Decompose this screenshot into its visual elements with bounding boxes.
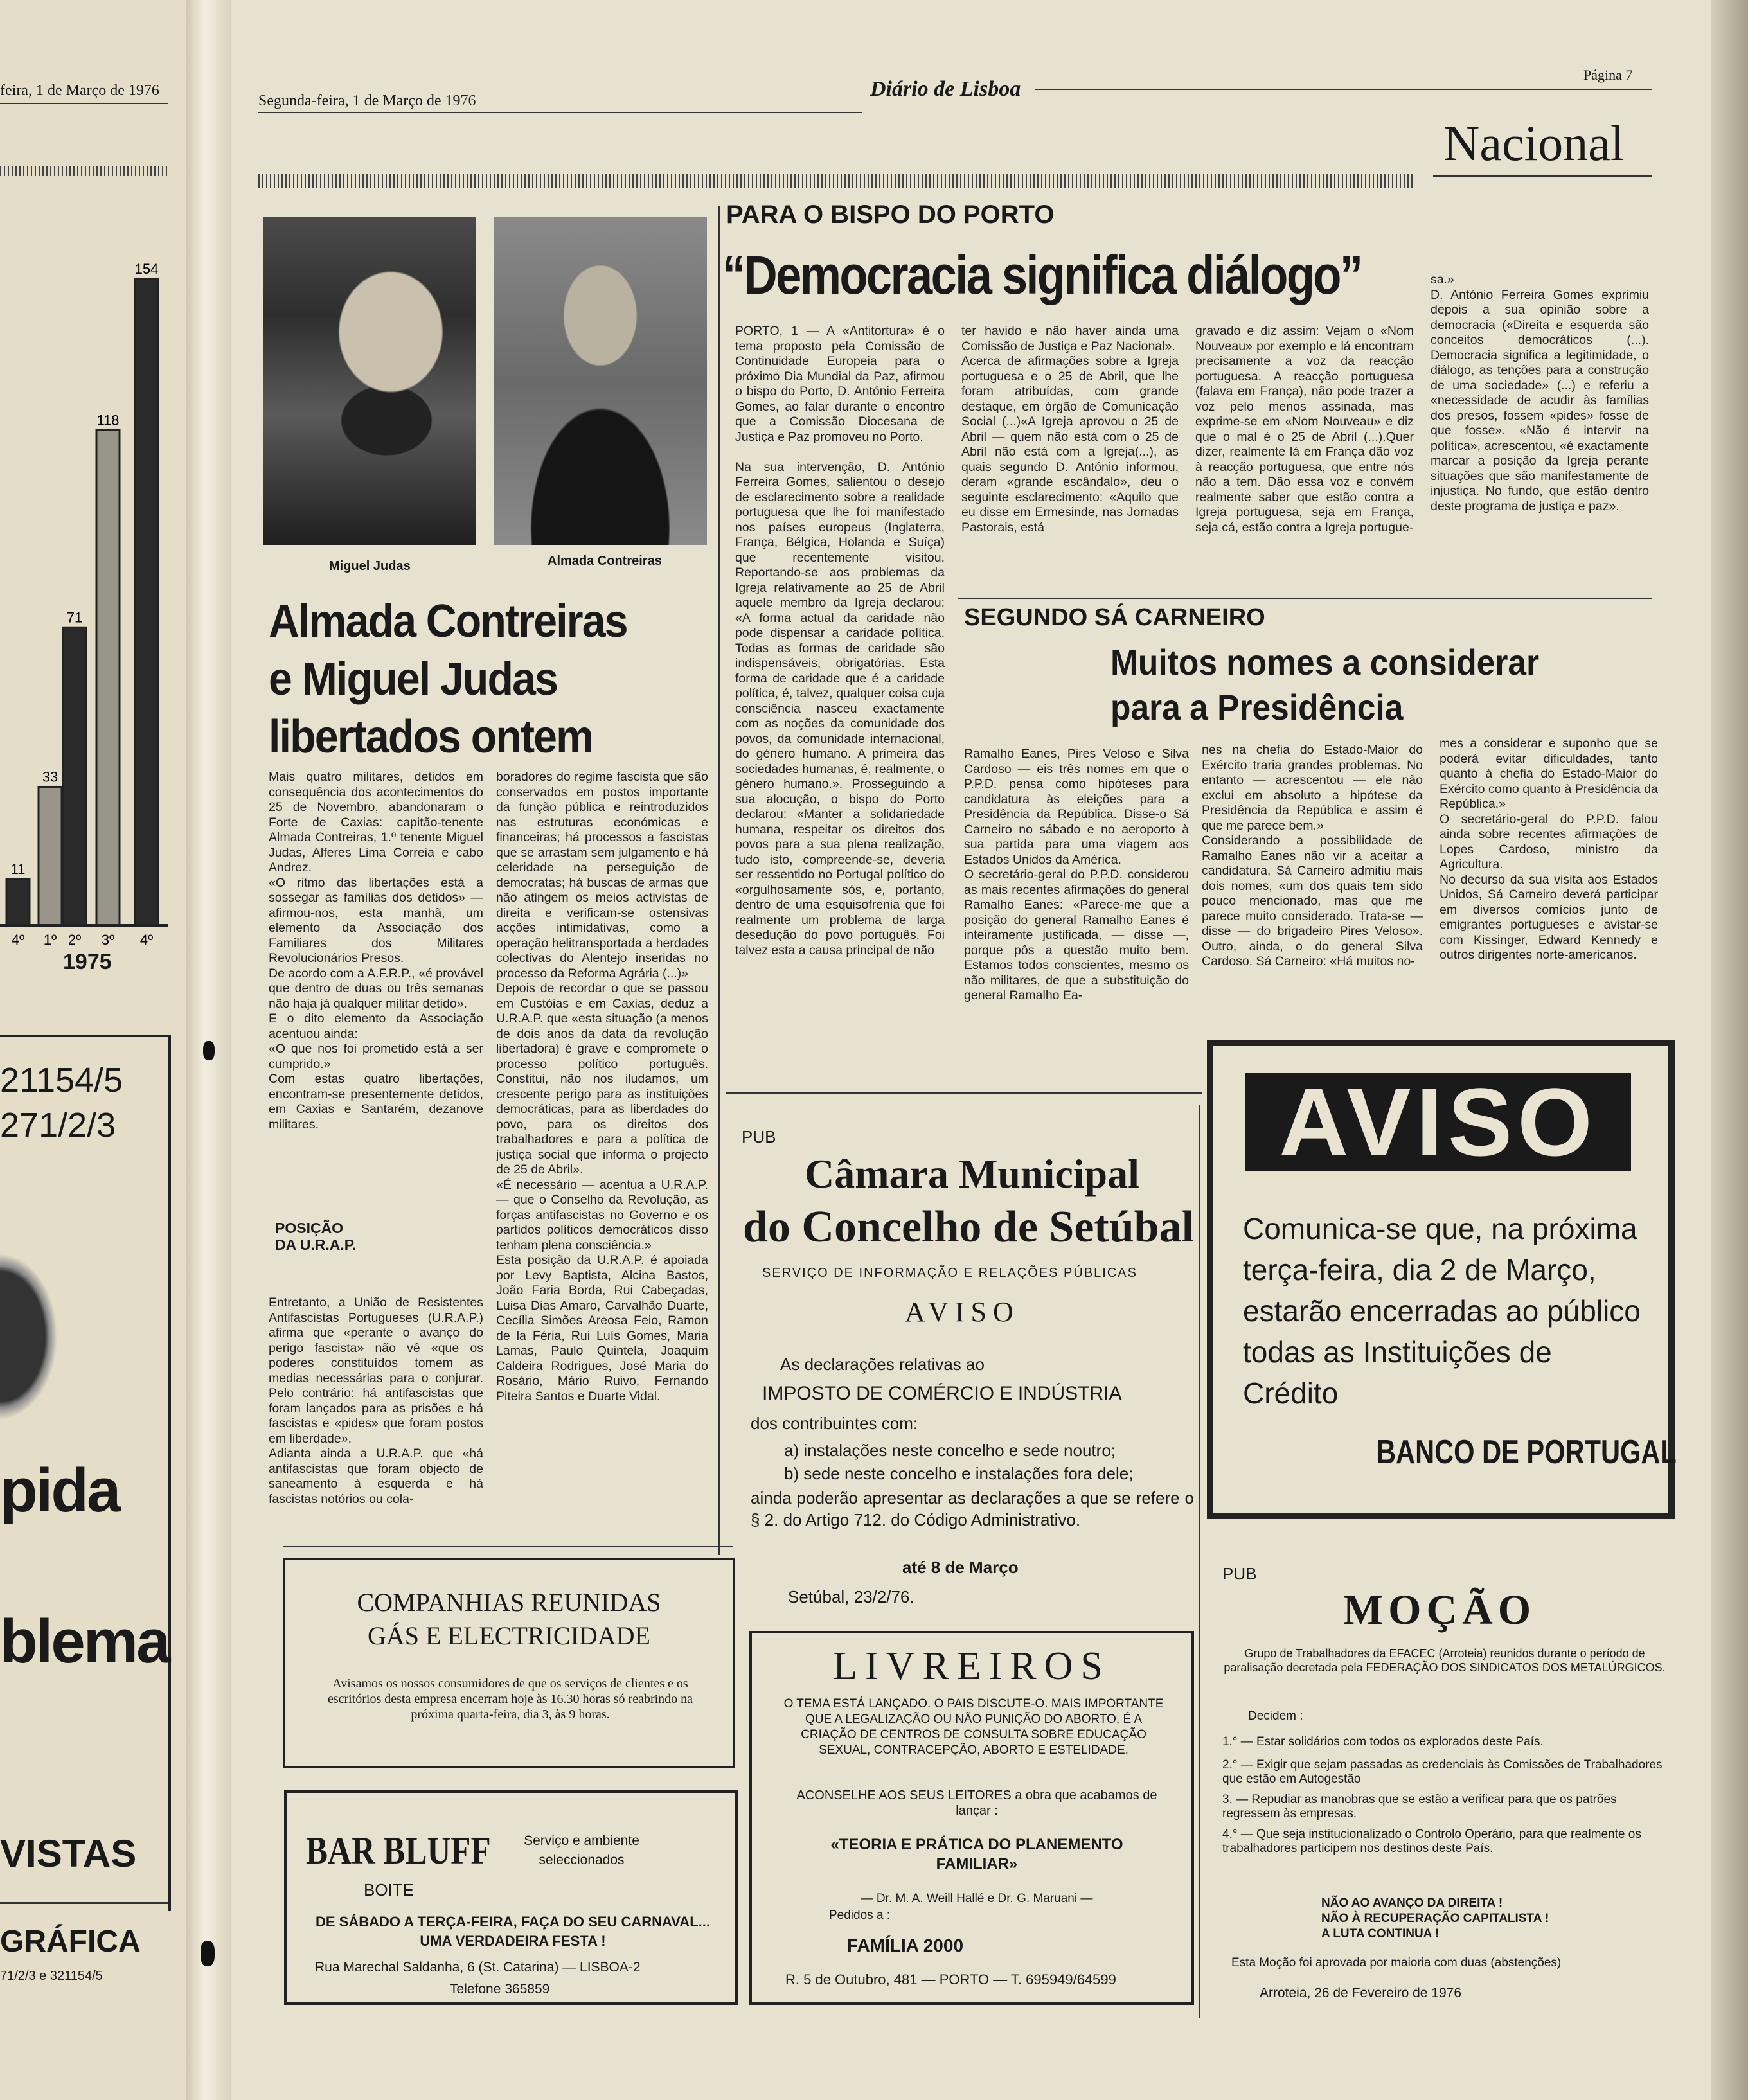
mocao-item: 4.° — Que seja institucionalizado o Controlo Operário, para que realmente os trabalhadores participem nos destinos deste País.	[1222, 1828, 1641, 1855]
article2-headline: “Democracia significa diálogo”	[722, 245, 1362, 305]
left-phone-1: 21154/5	[0, 1061, 123, 1099]
chart-category-label: 3º	[101, 932, 115, 948]
camara-date: Setúbal, 23/2/76.	[788, 1587, 914, 1606]
chart-bar	[135, 279, 158, 925]
mocao-item: 1.° — Estar solidários com todos os explorados deste País.	[1222, 1735, 1544, 1749]
caption-miguel-judas: Miguel Judas	[329, 559, 411, 573]
left-rule	[0, 1902, 168, 1904]
chart-bar	[6, 879, 30, 925]
camara-line-1: As declarações relativas ao	[780, 1355, 985, 1374]
left-page	[0, 0, 193, 2100]
livreiros-text-2: ACONSELHE AOS SEUS LEITORES a obra que acabamos de lançar :	[796, 1788, 1157, 1818]
mocao-approved: Esta Moção foi aprovada por maioria com duas (abstenções)	[1231, 1956, 1562, 1970]
mocao-intro: Grupo de Trabalhadores da EFACEC (Arroteia) reunidos durante o período de paralisação decretada pela FEDERAÇÃO DOS SINDICATOS DOS METALÚRGICOS.	[1224, 1647, 1666, 1674]
mocao-slogans: NÃO AO AVANÇO DA DIREITA ! NÃO À RECUPERAÇÃO CAPITALISTA ! A LUTA CONTINUA !	[1321, 1896, 1549, 1941]
header-rule-right	[1035, 89, 1652, 90]
article-bottom-rule	[726, 1092, 1202, 1094]
binding-mark	[203, 1041, 215, 1060]
camara-aviso: AVISO	[905, 1296, 1020, 1328]
chart-value-label: 71	[66, 609, 83, 626]
bar-bluff-service: Serviço e ambiente seleccionados	[524, 1833, 639, 1867]
gas-title-1: COMPANHIAS REUNIDAS	[357, 1588, 661, 1617]
left-ad-word-4: GRÁFICA	[0, 1925, 141, 1959]
mocao-title: MOÇÃO	[1342, 1587, 1537, 1633]
chart-category-label: 4º	[139, 932, 154, 948]
article2-col4: sa.» D. António Ferreira Gomes exprimiu depois a sua opinião sobre a democracia («Direita e esquerda são conceitos democráticos (...). Democracia significa a legitimidade, o diálogo, as tenções para a construção de uma sociedade» (...) e referiu a «necessidade de acudir às famílias dos presos, fossem «pides» fosse de que fosse». «Não é intervir na política», acrescentou, «é exactamente marcar a posição da Igreja perante situações que são manifestamente de injustiça. No fundo, que estão dentro deste programa de justiça e paz».	[1431, 272, 1649, 513]
article1-col2: boradores do regime fascista que são conservados em postos importante da função pública e reintroduzidos nas estruturas económicas e financeiras; há processos a fascistas que se arrastam sem julgamento e há celeridade na perseguição de democratas; há buscas de armas que não atingem os meios activistas de direita e verificam-se ostensivas acções intimidativas, como a operação helitransportada a herdades colectivas do Alentejo inseridas no processo da Reforma Agrária (...)» Depois de recordar o que se passou em Custóias e em Caxias, deduz a U.R.A.P. que «esta situação (a menos de dois anos da data da revolução libertadora) é grave e compromete o processo político português. Constitui, não nos iludamos, um crescente perigo para as instituições democráticas, para as liberdades do povo, para os direitos dos trabalhadores e para a política de justiça social que informa o projecto de 25 de Abril». «É necessário — acentua a U.R.A.P. — que o Conselho da Revolução, as forças antifascistas no Governo e os partidos políticos democráticos disso tenham plena consciência.» Esta posição da U.R.A.P. é apoiada por Levy Baptista, Alcina Bastos, João Faria Borda, Rui Cabeçadas, Luisa Dias Amaro, Carvalhão Duarte, Cecília Simões Areosa Feio, Ramon de la Féria, Rui Luís Gomes, Maria Lamas, Paulo Quintela, Joaquim Caldeira Rodrigues, José Maria do Rosário, Mário Ruivo, Fernando Piteira Santos e Duarte Vidal.	[496, 770, 708, 1403]
camara-tax: IMPOSTO DE COMÉRCIO E INDÚSTRIA	[762, 1383, 1122, 1404]
photo-miguel-judas	[263, 217, 476, 545]
mocao-decidem: Decidem :	[1248, 1709, 1303, 1723]
livreiros-address: R. 5 de Outubro, 481 — PORTO — T. 695949/64599	[785, 1971, 1116, 1988]
livreiros-pedidos: Pedidos a :	[829, 1909, 891, 1922]
livreiros-authors: — Dr. M. A. Weill Hallé e Dr. G. Maruani —	[861, 1892, 1093, 1905]
mocao-item: 2.° — Exigir que sejam passadas as credenciais às Comissões de Trabalhadores que estão em Autogestão	[1222, 1758, 1663, 1786]
chart-category-label: 1º	[43, 932, 57, 948]
left-ad-word-3: VISTAS	[0, 1832, 137, 1875]
left-header-rule	[0, 103, 168, 104]
column-rule	[1199, 1105, 1200, 2018]
left-ad-word-2: blema	[0, 1607, 169, 1676]
camara-line-3: ainda poderão apresentar as declarações a que se refere o § 2. do Artigo 712. do Código Administrativo.	[751, 1488, 1194, 1529]
article2-bottom-rule	[958, 598, 1652, 599]
aviso-title: AVISO	[1279, 1068, 1598, 1176]
masthead: Diário de Lisboa	[870, 77, 1021, 101]
camara-pub-label: PUB	[742, 1127, 776, 1146]
chart-year-label: 1975	[63, 950, 112, 974]
article1-subhead: POSIÇÃO DA U.R.A.P.	[275, 1220, 357, 1253]
bar-bluff-type: BOITE	[364, 1880, 415, 1900]
article3-headline: Muitos nomes a considerar para a Presidência	[1110, 642, 1540, 727]
section-rule	[1433, 175, 1652, 177]
article3-col1: Ramalho Eanes, Pires Veloso e Silva Cardoso — eis três nomes em que o P.P.D. pensa como hipóteses para candidatura às eleições para a Presidência da República. Disse-o Sá Carneiro no sábado e no aeroporto à sua partida para uma viagem aos Estados Unidos da América. O secretário-geral do P.P.D. considerou as mais recentes afirmações do general Ramalho Eanes: «Parece-me que a posição do general Ramalho Eanes é inteiramente justificada, — disse —, porque pôs a questão muito bem. Estamos todos conscientes, mesmo os não militares, de que a substituição do general Ramalho Ea-	[964, 747, 1189, 1002]
left-page-header: feira, 1 de Março de 1976	[0, 82, 159, 99]
livreiros-book: «TEORIA E PRÁTICA DO PLANEMENTO FAMILIAR»	[830, 1836, 1123, 1873]
column-rule	[283, 1546, 733, 1547]
bar-bluff-name: BAR BLUFF	[306, 1829, 491, 1872]
article1-col1b: Entretanto, a União de Resistentes Antifascistas Portugueses (U.R.A.P.) afirma que «perante o avanço do perigo fascista» não vê «que os poderes constituídos tomem as medias necessárias para o conjurar. Pelo contrário: há antifascistas que foram lançados para as prisões e há fascistas e «pides» que foram postos em liberdade». Adianta ainda a U.R.A.P. que «há antifascistas que foram objecto de saneamento à esquerda e há fascistas notórios ou cola-	[269, 1295, 483, 1506]
article2-col2: ter havido e não haver ainda uma Comissão de Justiça e Paz Nacional». Acerca de afirmações sobre a Igreja portuguesa e o 25 de Abril, que lhe foram atribuídas, com grande destaque, em órgão de Comunicação Social (...)«A Igreja aprovou o 25 de Abril — quem não está com o 25 de Abril não está com a Igreja(...), as quais segundo D. António informou, deram «grande escândalo», deu o seguinte esclarecimento: «Aquilo que eu disse em Ermesinde, nas Jornadas Pastorais, está	[961, 324, 1179, 535]
left-hatch	[0, 166, 168, 176]
bar-bluff-text: DE SÁBADO A TERÇA-FEIRA, FAÇA DO SEU CARNAVAL... UMA VERDADEIRA FESTA !	[316, 1914, 710, 1949]
camara-item-b: b) sede neste concelho e instalações fora dele;	[784, 1464, 1134, 1483]
header-hatch	[258, 174, 1415, 188]
chart-value-label: 154	[134, 261, 159, 278]
livreiros-publisher: FAMÍLIA 2000	[847, 1935, 964, 1955]
chart-value-label: 11	[10, 861, 26, 878]
livreiros-text-1: O TEMA ESTÁ LANÇADO. O PAIS DISCUTE-O. MAIS IMPORTANTE QUE A LEGALIZAÇÃO OU NÃO PUNIÇÃO DO ABORTO, É A CRIAÇÃO DE CENTROS DE CONSULTA SOBRE EDUCAÇÃO SEXUAL, CONTRACEPÇÃO, ABORTO E ESTELIDADE.	[783, 1697, 1164, 1757]
chart-bar	[96, 430, 120, 925]
gas-title-2: GÁS E ELECTRICIDADE	[368, 1621, 650, 1650]
camara-service: SERVIÇO DE INFORMAÇÃO E RELAÇÕES PÚBLICAS	[762, 1266, 1137, 1280]
article3-col2: nes na chefia do Estado-Maior do Exército traria grandes problemas. No entanto — acrescentou — ele não exclui em absoluto a hipótese da Presidência da República e assim é que me parece bem.» Considerando a possibilidade de Ramalho Eanes não vir a aceitar a candidatura, Sá Carneiro admitiu mais dois nomes, «um dos quais tem sido pouco mencionado, mas que me parece muito considerado. Trata-se — disse — do brigadeiro Pires Veloso». Outro, ainda, o do general Silva Cardoso. Sá Carneiro: «Há muitos no-	[1202, 743, 1423, 968]
mocao-pub-label: PUB	[1222, 1564, 1257, 1583]
article3-kicker: SEGUNDO SÁ CARNEIRO	[964, 604, 1265, 631]
photo-almada-contreiras	[494, 217, 707, 545]
chart-bar	[63, 627, 86, 925]
mocao-item: 3. — Repudiar as manobras que se estão a verificar para que os patrões regressem às empresas.	[1222, 1793, 1617, 1820]
article2-col1: PORTO, 1 — A «Antitortura» é o tema proposto pela Comissão de Continuidade Europeia para o próximo Dia Mundial da Paz, afirmou o bispo do Porto, D. António Ferreira Gomes, ao falar durante o encontro que a Comissão Diocesana de Justiça e Paz promoveu no Porto. Na sua intervenção, D. António Ferreira Gomes, salientou o desejo de esclarecimento sobre a realidade portuguesa que lhe foi manifestado nos países europeus (Inglaterra, França, Bélgica, Holanda e Suíça) que recentemente visitou. Reportando-se aos problemas da Igreja relativamente ao 25 de Abril aquele membro da Igreja declarou: «A forma actual da caridade não pode dispensar a caridade política. Todas as formas de caridade são indispensáveis, obrigatórias. Esta forma de caridade que é a caridade política, é, talvez, qualquer coisa cuja consciência nasceu exactamente com as noções da comunidade dos povos, da comunidade internacional, do género humano. A primeira das sociedades humanas, é, realmente, o género humano.». Prosseguindo a sua alocução, o bispo do Porto declarou: «Manter a solidariedade humana, respeitar os direitos dos povos para a sua plena realização, tudo isto, compreende-se, deveria ser ressentido no Portugal político do «orgulhosamente sós, e, portanto, dentro de uma esquisofrenia que foi realmente um problema de larga desedução do povo português. Foi talvez esta a causa principal de não	[735, 324, 945, 957]
column-rule	[718, 206, 720, 1555]
chart-value-label: 118	[96, 412, 120, 429]
chart-category-label: 2º	[67, 932, 82, 948]
camara-deadline: até 8 de Março	[902, 1558, 1019, 1577]
chart-bar	[39, 787, 62, 925]
left-ad-word-1: pida	[0, 1456, 120, 1525]
article2-col3: gravado e diz assim: Vejam o «Nom Nouveau» por exemplo e lá encontram precisamente a voz da reacção portuguesa. A reacção portuguesa (falava em França), não pode trazer a voz pelo menos assinada, mas exprime-se em «Nom Nouveau» e diz que o mal é o 25 de Abril (...).Quer dizer, realmente lá em França dão voz à reacção portuguesa, que entre nós não a tem. Dão essa voz e convém realmente saber que estão contra a Igreja portuguesa, seja em França, seja cá, estão contra a Igreja portugue-	[1195, 324, 1414, 535]
left-ad-phones: 71/2/3 e 321154/5	[0, 1969, 103, 1983]
left-bar-chart	[0, 218, 168, 957]
aviso-signature: BANCO DE PORTUGAL	[1377, 1434, 1677, 1471]
right-edge	[1711, 0, 1748, 2100]
binding-mark	[201, 1941, 215, 1966]
bar-bluff-address: Rua Marechal Saldanha, 6 (St. Catarina) — LISBOA-2	[315, 1960, 641, 1975]
article1-col1: Mais quatro militares, detidos em consequência dos acontecimentos do 25 de Novembro, abandonaram o Forte de Caxias: capitão-tenente Almada Contreiras, 1.º tenente Miguel Judas, Alferes Lima Correia e cabo Andrez. «O ritmo das libertações está a sossegar as famílias dos detidos» — afirmou-nos, esta manhã, um elemento da Associação dos Familiares dos Militares Revolucionários Presos. De acordo com a A.F.R.P., «é provável que dentro de duas ou três semanas não haja já qualquer militar detido». E o dito elemento da Associação acentuou ainda: «O que nos foi prometido está a ser cumprido.» Com estas quatro libertações, encontram-se presentemente detidos, em Caxias e Santarém, dezanove militares.	[269, 770, 483, 1132]
page-number: Página 7	[1583, 67, 1633, 83]
mocao-items	[1222, 1735, 1672, 1856]
article2-kicker: PARA O BISPO DO PORTO	[726, 200, 1055, 229]
livreiros-title: LIVREIROS	[833, 1644, 1110, 1688]
header-rule-left	[258, 112, 862, 113]
article1-headline: Almada Contreiras e Miguel Judas libertados ontem	[269, 596, 627, 763]
chart-category-label: 4º	[11, 932, 25, 948]
bar-bluff-phone: Telefone 365859	[450, 1982, 550, 1997]
camara-title-2: do Concelho de Setúbal	[743, 1202, 1195, 1252]
left-car-image	[0, 1253, 58, 1420]
header-date: Segunda-feira, 1 de Março de 1976	[258, 93, 476, 109]
left-phone-2: 271/2/3	[0, 1106, 116, 1144]
chart-value-label: 33	[42, 769, 58, 785]
camara-item-a: a) instalações neste concelho e sede noutro;	[784, 1441, 1116, 1460]
aviso-text: Comunica-se que, na próxima terça-feira, dia 2 de Março, estarão encerradas ao público todas as Instituições de Crédito	[1243, 1212, 1641, 1410]
mocao-date: Arroteia, 26 de Fevereiro de 1976	[1260, 1986, 1462, 2000]
gas-text: Avisamos os nossos consumidores de que os serviços de clientes e os escritórios desta empresa encerram hoje às 16.30 horas só reabrindo na próxima quarta-feira, dia 3, às 9 horas.	[327, 1677, 693, 1722]
caption-almada-contreiras: Almada Contreiras	[548, 554, 662, 568]
camara-title-1: Câmara Municipal	[805, 1151, 1139, 1197]
camara-line-2: dos contribuintes com:	[751, 1414, 918, 1433]
section-title: Nacional	[1443, 115, 1625, 171]
article3-col3: mes a considerar e suponho que se poderá evitar dificuldades, tanto quanto à chefia do Estado-Maior do Exército como quanto à Presidência da República.» O secretário-geral do P.P.D. falou ainda sobre recentes afirmações de Lopes Cardoso, ministro da Agricultura. No decurso da sua visita aos Estados Unidos, Sá Carneiro deverá participar em diversos comícios junto de emigrantes portugueses e avistar-se com Kissinger, Edward Kennedy e outros dirigentes norte-americanos.	[1440, 736, 1658, 962]
